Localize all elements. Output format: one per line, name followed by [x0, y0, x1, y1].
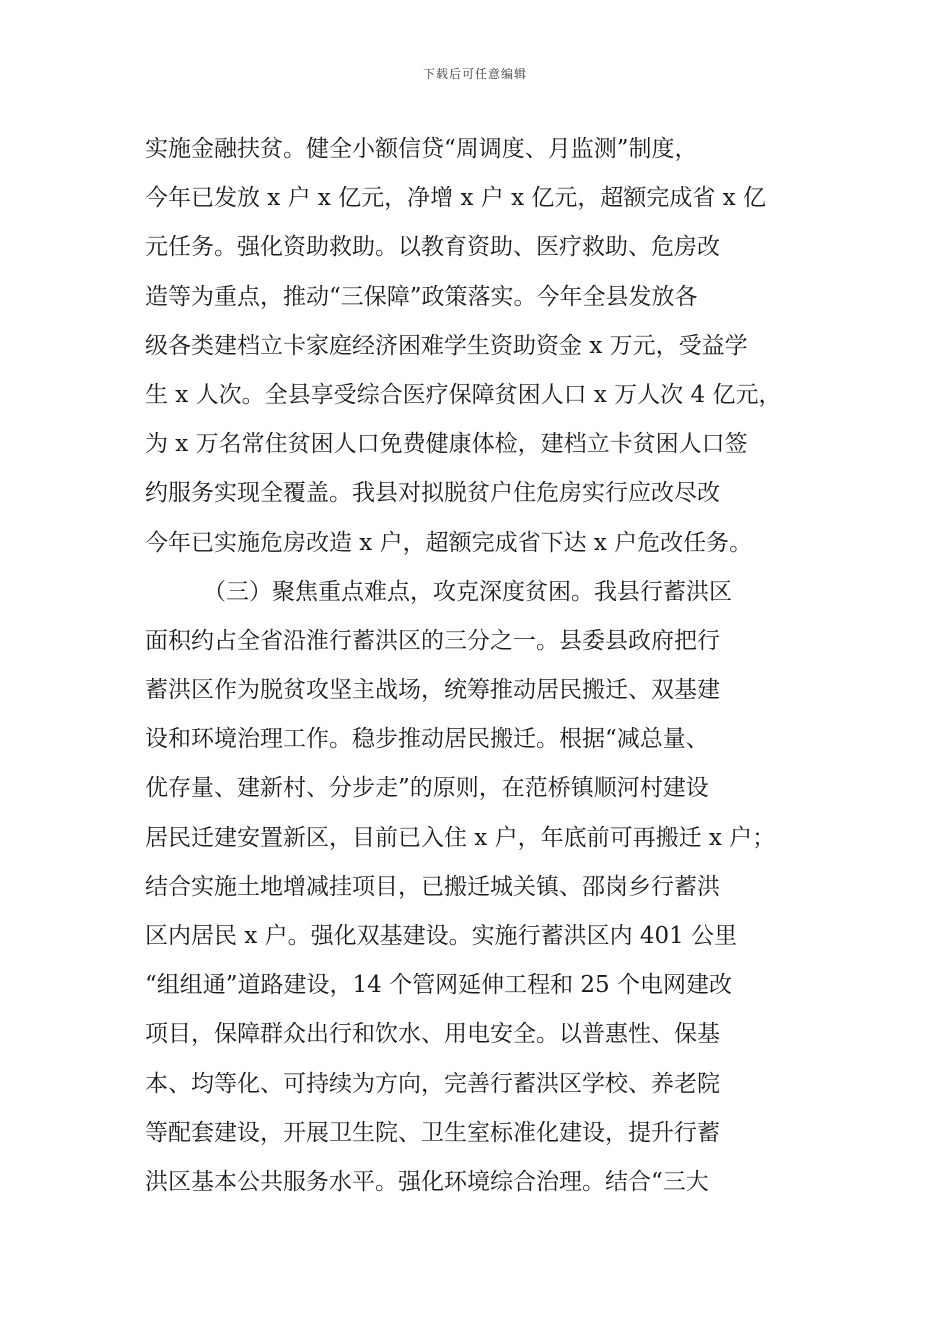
text-line: 本、均等化、可持续为方向，完善行蓄洪区学校、养老院: [145, 1070, 720, 1097]
text-line: 约服务实现全覆盖。我县对拟脱贫户住危房实行应改尽改: [145, 480, 720, 507]
text-line: 为 x 万名常住贫困人口免费健康体检，建档立卡贫困人口签: [145, 431, 748, 458]
text-line: 区内居民 x 户。强化双基建设。实施行蓄洪区内 401 公里: [145, 923, 738, 949]
text-line: 今年已实施危房改造 x 户，超额完成省下达 x 户危改任务。: [145, 529, 753, 556]
text-line: （三）聚焦重点难点，攻克深度贫困。我县行蓄洪区: [203, 578, 732, 605]
text-line: 元任务。强化资助救助。以教育资助、医疗救助、危房改: [145, 234, 720, 261]
body-text: [145, 125, 810, 1207]
text-line: 级各类建档立卡家庭经济困难学生资助资金 x 万元，受益学: [145, 332, 748, 359]
text-line: 结合实施土地增减挂项目，已搬迁城关镇、邵岗乡行蓄洪: [145, 873, 720, 900]
text-line: 造等为重点，推动“三保障”政策落实。今年全县发放各: [145, 283, 698, 310]
text-line: “组组通”道路建设，14 个管网延伸工程和 25 个电网建改: [145, 972, 732, 999]
text-line: 居民迁建安置新区，目前已入住 x 户，年底前可再搬迁 x 户；: [145, 824, 776, 851]
text-line: 今年已发放 x 户 x 亿元，净增 x 户 x 亿元，超额完成省 x 亿: [145, 185, 766, 212]
text-line: 优存量、建新村、分步走”的原则，在范桥镇顺河村建设: [145, 775, 709, 802]
text-line: 实施金融扶贫。健全小额信贷“周调度、月监测”制度，: [145, 136, 698, 162]
text-line: 生 x 人次。全县享受综合医疗保障贫困人口 x 万人次 4 亿元，: [145, 381, 782, 408]
text-line: 蓄洪区作为脱贫攻坚主战场，统筹推动居民搬迁、双基建: [145, 677, 720, 704]
text-line: 洪区基本公共服务水平。强化环境综合治理。结合“三大: [145, 1168, 709, 1195]
text-line: 等配套建设，开展卫生院、卫生室标准化建设，提升行蓄: [145, 1119, 720, 1146]
page-header: 下载后可任意编辑: [422, 67, 527, 81]
text-line: 设和环境治理工作。稳步推动居民搬迁。根据“减总量、: [145, 726, 709, 753]
text-line: 项目，保障群众出行和饮水、用电安全。以普惠性、保基: [145, 1021, 720, 1048]
text-line: 面积约占全省沿淮行蓄洪区的三分之一。县委县政府把行: [145, 627, 720, 654]
